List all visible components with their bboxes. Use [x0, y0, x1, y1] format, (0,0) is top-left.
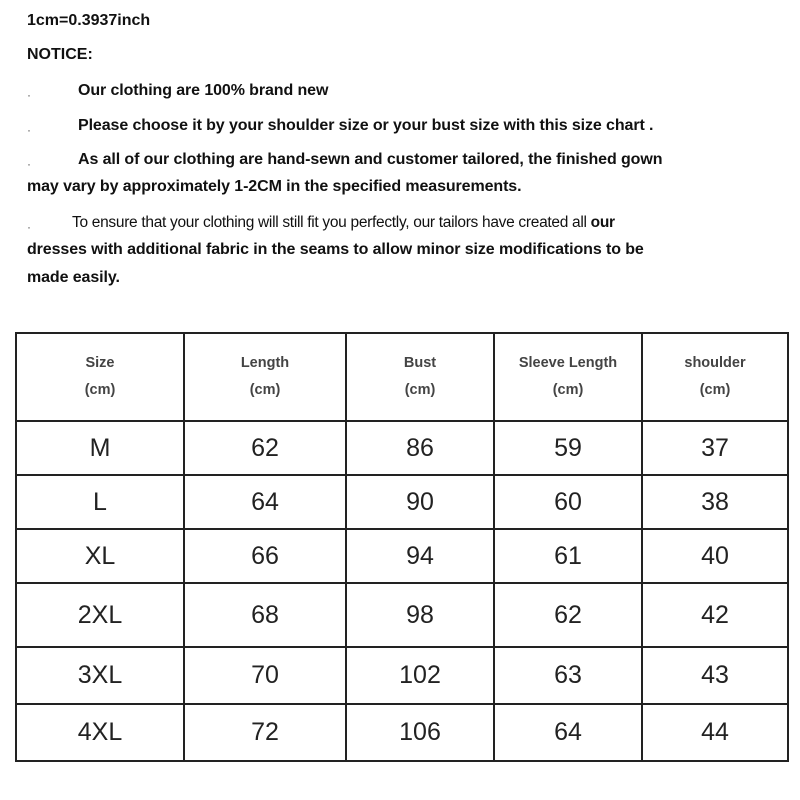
cell-size: 2XL [16, 583, 184, 647]
table-row [16, 583, 788, 647]
cell-length: 68 [184, 583, 346, 647]
notice-item-extra-fabric-end: made easily. [27, 269, 120, 286]
bullet-icon: · [27, 88, 31, 102]
cell-sleeve-length: 59 [494, 421, 642, 475]
unit-conversion: 1cm=0.3937inch [27, 12, 151, 29]
notice-item-brand-new: Our clothing are 100% brand new [78, 82, 329, 99]
cell-shoulder: 44 [642, 704, 788, 761]
column-header-size: Size (cm) [16, 333, 184, 421]
cell-length: 66 [184, 529, 346, 583]
cell-sleeve-length: 64 [494, 704, 642, 761]
cell-length: 72 [184, 704, 346, 761]
table-row [16, 647, 788, 704]
notice-item-hand-sewn-cont: may vary by approximately 1-2CM in the specified measurements. [27, 178, 522, 195]
column-header-bust: Bust (cm) [346, 333, 494, 421]
bullet-icon: · [27, 220, 31, 234]
cell-sleeve-length: 61 [494, 529, 642, 583]
cell-size: L [16, 475, 184, 529]
notice-item-hand-sewn: As all of our clothing are hand-sewn and customer tailored, the finished gown [78, 151, 663, 168]
table-row [16, 529, 788, 583]
cell-bust: 94 [346, 529, 494, 583]
cell-bust: 98 [346, 583, 494, 647]
cell-size: 4XL [16, 704, 184, 761]
bullet-icon: · [27, 123, 31, 137]
notice-item-extra-fabric [72, 214, 615, 232]
cell-size: 3XL [16, 647, 184, 704]
column-header-shoulder: shoulder (cm) [642, 333, 788, 421]
cell-length: 62 [184, 421, 346, 475]
cell-sleeve-length: 62 [494, 583, 642, 647]
cell-sleeve-length: 63 [494, 647, 642, 704]
cell-shoulder: 40 [642, 529, 788, 583]
notice-item-extra-fabric-text: To ensure that your clothing will still fit you perfectly, our tailors have created all [72, 214, 587, 231]
cell-shoulder: 43 [642, 647, 788, 704]
cell-bust: 86 [346, 421, 494, 475]
notice-item-choose-size: Please choose it by your shoulder size or your bust size with this size chart . [78, 117, 654, 134]
cell-size: XL [16, 529, 184, 583]
bullet-icon: · [27, 157, 31, 171]
cell-length: 70 [184, 647, 346, 704]
column-header-sleeve-length: Sleeve Length (cm) [494, 333, 642, 421]
notice-item-extra-fabric-cont: dresses with additional fabric in the seams to allow minor size modifications to be [27, 241, 644, 258]
cell-sleeve-length: 60 [494, 475, 642, 529]
cell-bust: 106 [346, 704, 494, 761]
table-row [16, 704, 788, 761]
column-header-length: Length (cm) [184, 333, 346, 421]
cell-bust: 102 [346, 647, 494, 704]
notice-title: NOTICE: [27, 46, 93, 63]
cell-bust: 90 [346, 475, 494, 529]
cell-size: M [16, 421, 184, 475]
table-row [16, 475, 788, 529]
table-header-row [16, 333, 788, 421]
notice-item-extra-fabric-bold: our [590, 214, 615, 231]
size-chart-table [15, 332, 789, 762]
cell-shoulder: 38 [642, 475, 788, 529]
cell-shoulder: 37 [642, 421, 788, 475]
cell-length: 64 [184, 475, 346, 529]
cell-shoulder: 42 [642, 583, 788, 647]
table-row [16, 421, 788, 475]
